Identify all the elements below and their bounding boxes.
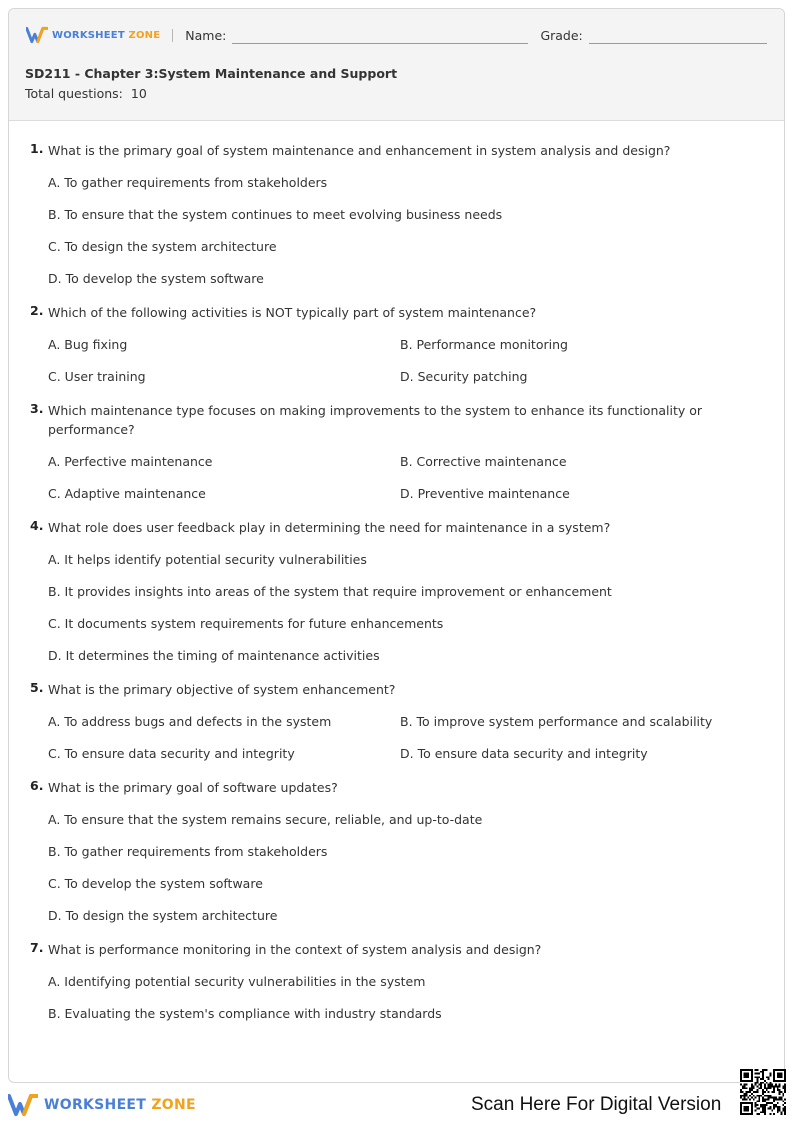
answer-option[interactable]: B. To gather requirements from stakeholders bbox=[48, 844, 328, 859]
question-list bbox=[9, 131, 785, 1023]
question-item bbox=[9, 518, 785, 665]
name-field[interactable] bbox=[232, 32, 528, 44]
answer-option[interactable]: D. It determines the timing of maintenance activities bbox=[48, 648, 380, 663]
answer-option[interactable]: C. User training bbox=[48, 369, 146, 384]
question-text: What is the primary goal of system maintenance and enhancement in system analysis and design? bbox=[48, 143, 671, 158]
question-number: 5. bbox=[30, 680, 44, 695]
question-item bbox=[9, 680, 785, 763]
total-questions bbox=[25, 86, 147, 101]
qr-code-icon[interactable] bbox=[740, 1069, 786, 1115]
footer-brand-name bbox=[44, 1097, 196, 1113]
answer-option[interactable]: B. It provides insights into areas of the system that require improvement or enhancement bbox=[48, 584, 612, 599]
question-item bbox=[9, 401, 785, 503]
answer-options bbox=[48, 160, 768, 288]
answer-option[interactable]: B. Corrective maintenance bbox=[400, 454, 567, 469]
question-text: Which maintenance type focuses on making improvements to the system to enhance its functionality or performance? bbox=[48, 403, 703, 437]
answer-option[interactable]: D. To ensure data security and integrity bbox=[400, 746, 648, 761]
answer-options bbox=[48, 797, 768, 925]
brand-name bbox=[52, 30, 160, 41]
worksheet-sheet bbox=[8, 8, 785, 1083]
footer-brand-part-1: WORKSHEET bbox=[44, 1097, 147, 1113]
question-item bbox=[9, 778, 785, 925]
worksheet-title: SD211 - Chapter 3:System Maintenance and Support bbox=[25, 66, 398, 81]
header-divider bbox=[172, 29, 173, 42]
question-number: 7. bbox=[30, 940, 44, 955]
question-text: Which of the following activities is NOT typically part of system maintenance? bbox=[48, 305, 537, 320]
answer-option[interactable]: C. It documents system requirements for future enhancements bbox=[48, 616, 444, 631]
question-item bbox=[9, 303, 785, 386]
question-text: What is performance monitoring in the context of system analysis and design? bbox=[48, 942, 542, 957]
answer-options bbox=[48, 439, 768, 503]
question-text: What is the primary objective of system enhancement? bbox=[48, 682, 396, 697]
answer-option[interactable]: C. To develop the system software bbox=[48, 876, 263, 891]
answer-option[interactable]: D. To develop the system software bbox=[48, 271, 264, 286]
answer-option[interactable]: A. Bug fixing bbox=[48, 337, 128, 352]
answer-option[interactable]: D. Security patching bbox=[400, 369, 528, 384]
brand-logo bbox=[26, 26, 160, 44]
answer-option[interactable]: A. To ensure that the system remains secure, reliable, and up-to-date bbox=[48, 812, 483, 827]
answer-options bbox=[48, 699, 768, 763]
question-text: What is the primary goal of software updates? bbox=[48, 780, 338, 795]
worksheet-header bbox=[9, 9, 784, 121]
answer-option[interactable]: A. To gather requirements from stakeholders bbox=[48, 175, 328, 190]
answer-options bbox=[48, 537, 768, 665]
question-number: 1. bbox=[30, 141, 44, 156]
answer-option[interactable]: C. To design the system architecture bbox=[48, 239, 277, 254]
answer-option[interactable]: D. To design the system architecture bbox=[48, 908, 278, 923]
worksheet-zone-logo-icon bbox=[8, 1093, 38, 1117]
name-label: Name: bbox=[185, 27, 227, 43]
question-number: 4. bbox=[30, 518, 44, 533]
answer-option[interactable]: B. Performance monitoring bbox=[400, 337, 568, 352]
scan-instruction: Scan Here For Digital Version bbox=[471, 1094, 722, 1115]
answer-option[interactable]: A. It helps identify potential security vulnerabilities bbox=[48, 552, 367, 567]
answer-option[interactable]: A. Perfective maintenance bbox=[48, 454, 213, 469]
question-number: 6. bbox=[30, 778, 44, 793]
grade-label: Grade: bbox=[540, 27, 583, 43]
header-top-row bbox=[26, 25, 767, 45]
answer-option[interactable]: A. Identifying potential security vulnerabilities in the system bbox=[48, 974, 426, 989]
worksheet-zone-logo-icon bbox=[26, 26, 48, 44]
grade-field[interactable] bbox=[589, 32, 767, 44]
answer-option[interactable]: A. To address bugs and defects in the system bbox=[48, 714, 332, 729]
question-item bbox=[9, 940, 785, 1023]
total-questions-label: Total questions: bbox=[25, 86, 123, 101]
answer-option[interactable]: B. Evaluating the system's compliance with industry standards bbox=[48, 1006, 442, 1021]
total-questions-value: 10 bbox=[130, 86, 147, 101]
footer-brand-logo bbox=[8, 1093, 196, 1117]
answer-option[interactable]: D. Preventive maintenance bbox=[400, 486, 570, 501]
question-item bbox=[9, 141, 785, 288]
brand-part-2: ZONE bbox=[128, 29, 161, 41]
answer-option[interactable]: C. Adaptive maintenance bbox=[48, 486, 206, 501]
brand-part-1: WORKSHEET bbox=[52, 29, 125, 41]
question-text: What role does user feedback play in determining the need for maintenance in a system? bbox=[48, 520, 611, 535]
answer-option[interactable]: C. To ensure data security and integrity bbox=[48, 746, 295, 761]
question-number: 2. bbox=[30, 303, 44, 318]
answer-options bbox=[48, 322, 768, 386]
footer-brand-part-2: ZONE bbox=[151, 1097, 196, 1113]
question-number: 3. bbox=[30, 401, 44, 416]
answer-options bbox=[48, 959, 768, 1023]
answer-option[interactable]: B. To ensure that the system continues to meet evolving business needs bbox=[48, 207, 503, 222]
answer-option[interactable]: B. To improve system performance and scalability bbox=[400, 714, 713, 729]
